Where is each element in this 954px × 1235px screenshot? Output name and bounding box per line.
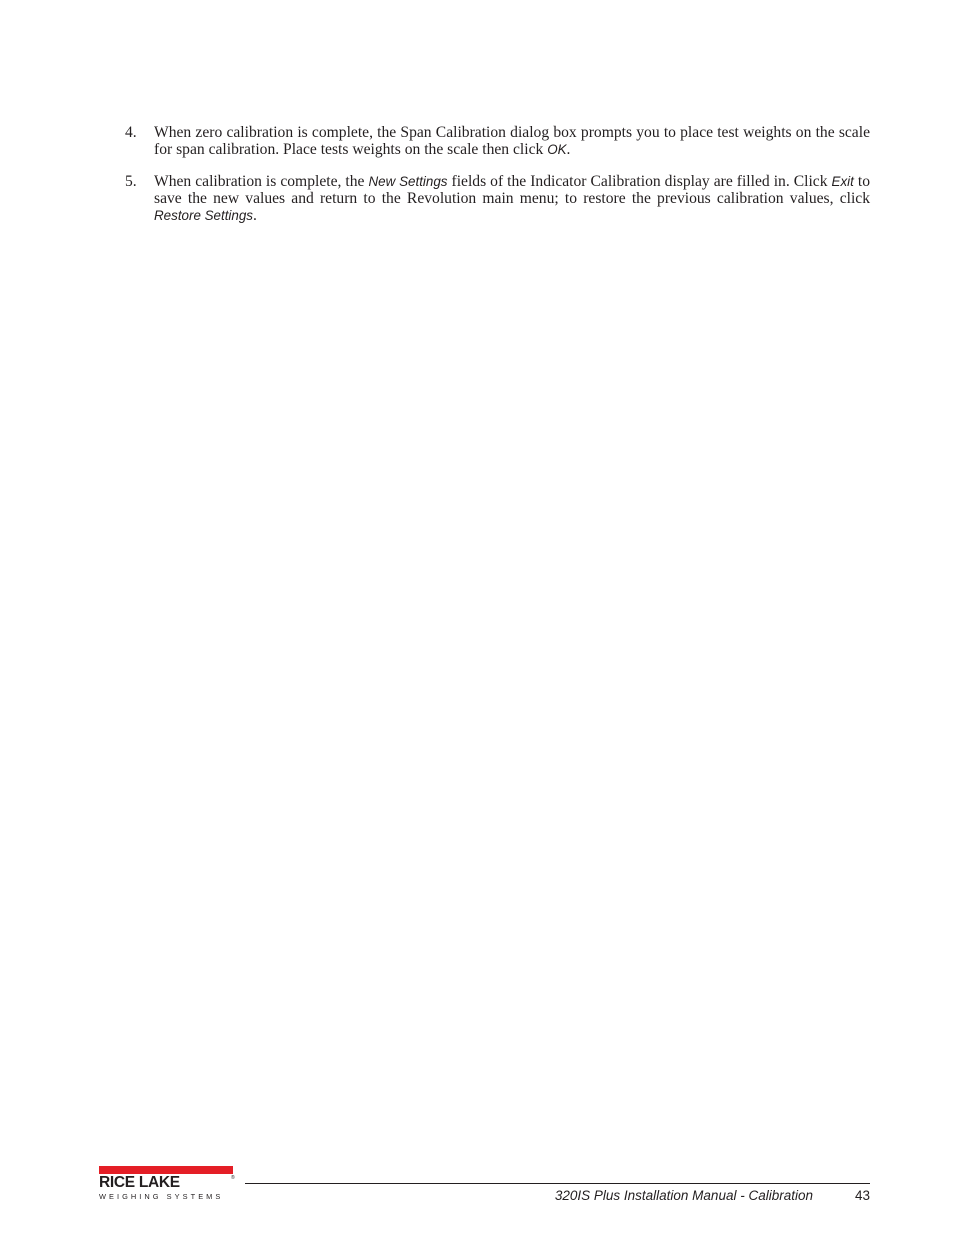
page-content — [0, 108, 954, 231]
step-number: 4. — [125, 123, 137, 141]
step-text: . — [566, 140, 571, 158]
step-text: to save the new values and return to the Revolution main menu; to restore the previous calibration values, click — [154, 173, 870, 208]
logo-red-bar — [99, 1166, 233, 1174]
ok-button-reference: OK — [547, 141, 567, 157]
footer-rule — [245, 1183, 870, 1184]
step-number: 5. — [125, 173, 137, 191]
logo-wordmark: RICE LAKE — [99, 1174, 180, 1191]
step-4 — [125, 123, 870, 158]
logo-tagline: WEIGHING SYSTEMS — [99, 1192, 224, 1201]
step-text: When zero calibration is complete, the Span Calibration dialog box prompts you to place test weights on the scale for span calibration. Place tests weights on the scale then click — [154, 123, 870, 158]
step-text: fields of the Indicator Calibration display are filled in. Click — [447, 173, 832, 191]
logo-registered-mark: ® — [231, 1175, 235, 1181]
step-text: When calibration is complete, the — [154, 173, 369, 191]
step-5 — [125, 173, 870, 225]
new-settings-reference: New Settings — [368, 174, 448, 190]
footer-title: 320IS Plus Installation Manual - Calibration — [554, 1188, 813, 1203]
rice-lake-logo — [99, 1166, 235, 1202]
restore-settings-reference: Restore Settings — [154, 208, 253, 224]
page-footer — [0, 1160, 954, 1210]
step-text: . — [253, 207, 257, 225]
page-number: 43 — [854, 1188, 870, 1203]
exit-button-reference: Exit — [831, 174, 854, 190]
